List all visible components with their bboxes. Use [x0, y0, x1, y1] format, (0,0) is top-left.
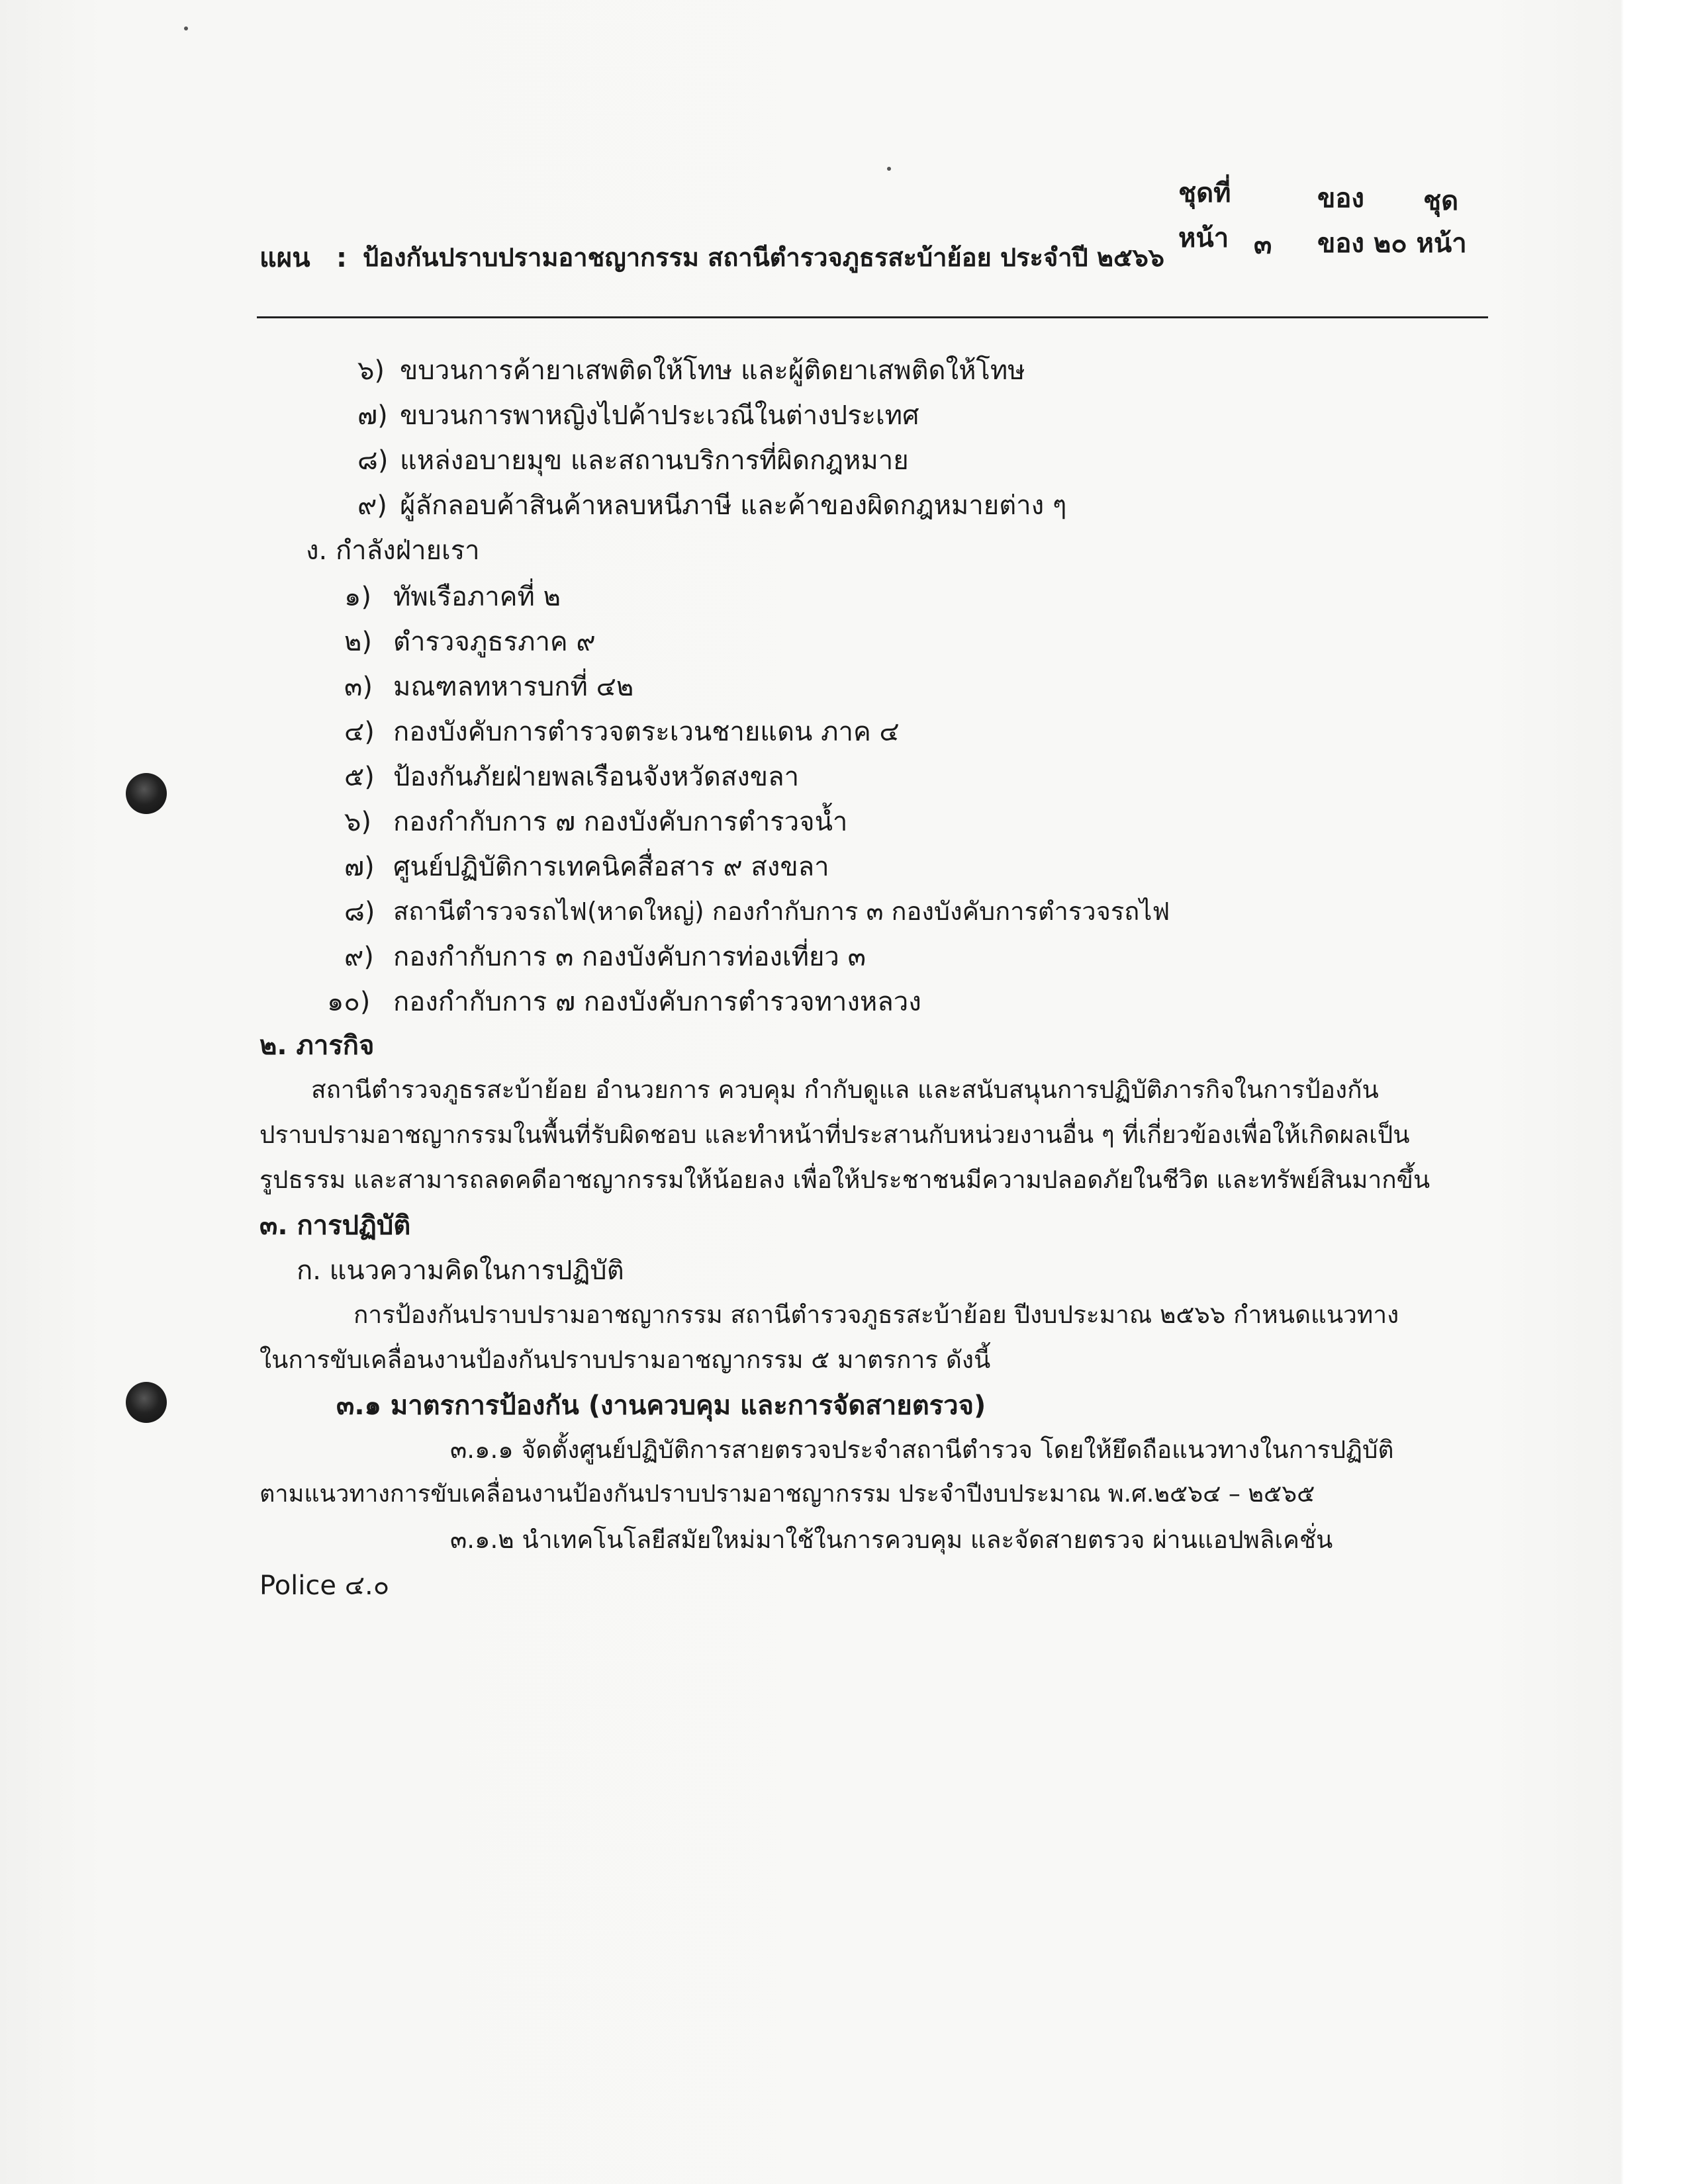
list-number: ๖)	[357, 355, 385, 386]
list-number: ๙)	[344, 942, 374, 972]
plan-label: แผน	[259, 243, 310, 273]
list-number: ๙)	[357, 490, 387, 521]
measure-line: ๓.๑.๒ นำเทคโนโลยีสมัยใหม่มาใช้ในการควบคุม และจัดสายตรวจ ผ่านแอปพลิเคชั่น	[450, 1525, 1333, 1554]
header-page-number: ๓	[1254, 230, 1272, 260]
measure-line: ๓.๑.๑ จัดตั้งศูนย์ปฏิบัติการสายตรวจประจำสถานีตำรวจ โดยให้ยึดถือแนวทางในการปฏิบัติ	[450, 1435, 1394, 1464]
plan-title: ป้องกันปราบปรามอาชญากรรม สถานีตำรวจภูธรสะบ้าย้อย ประจำปี ๒๕๖๖	[363, 243, 1164, 272]
concept-line: การป้องกันปราบปรามอาชญากรรม สถานีตำรวจภูธรสะบ้าย้อย ปีงบประมาณ ๒๕๖๖ กำหนดแนวทาง	[353, 1300, 1399, 1329]
measure-line: ตามแนวทางการขับเคลื่อนงานป้องกันปราบปรามอาชญากรรม ประจำปีงบประมาณ พ.ศ.๒๕๖๔ – ๒๕๖๕	[259, 1480, 1315, 1508]
list-number: ๑๐)	[327, 987, 371, 1017]
list-item: ผู้ลักลอบค้าสินค้าหลบหนีภาษี และค้าของผิดกฎหมายต่าง ๆ	[400, 490, 1067, 521]
list-number: ๕)	[344, 762, 375, 792]
mission-heading: ๒. ภารกิจ	[259, 1030, 375, 1061]
header-set-label: ชุดที่	[1178, 178, 1231, 208]
list-number: ๘)	[344, 897, 375, 927]
header-rule	[257, 316, 1488, 318]
mission-line: ปราบปรามอาชญากรรมในพื้นที่รับผิดชอบ และทำหน้าที่ประสานกับหน่วยงานอื่น ๆ ที่เกี่ยวข้องเพื่อให้เกิดผลเป็น	[259, 1120, 1410, 1149]
list-item: ป้องกันภัยฝ่ายพลเรือนจังหวัดสงขลา	[393, 762, 800, 792]
list-number: ๑)	[344, 582, 371, 612]
list-item: ทัพเรือภาคที่ ๒	[393, 582, 561, 612]
friendly-heading: ง. กำลังฝ่ายเรา	[306, 535, 480, 566]
list-number: ๓)	[344, 672, 373, 702]
scan-speck	[184, 26, 188, 30]
header-of-label: ของ	[1317, 183, 1364, 214]
list-item: แหล่งอบายมุข และสถานบริการที่ผิดกฎหมาย	[400, 445, 909, 476]
scan-speck	[887, 167, 891, 171]
list-number: ๖)	[344, 807, 371, 837]
list-number: ๔)	[344, 717, 375, 747]
list-item: ศูนย์ปฏิบัติการเทคนิคสื่อสาร ๙ สงขลา	[393, 852, 829, 882]
list-item: มณฑลทหารบกที่ ๔๒	[393, 672, 634, 702]
list-number: ๗)	[344, 852, 375, 882]
operations-heading: ๓. การปฏิบัติ	[259, 1210, 411, 1241]
mission-line: สถานีตำรวจภูธรสะบ้าย้อย อำนวยการ ควบคุม กำกับดูแล และสนับสนุนการปฏิบัติภารกิจในการป้องกัน	[311, 1075, 1379, 1104]
concept-heading: ก. แนวความคิดในการปฏิบัติ	[297, 1255, 624, 1286]
list-item: กองกำกับการ ๗ กองบังคับการตำรวจทางหลวง	[393, 987, 921, 1017]
measure-line: Police ๔.๐	[259, 1570, 390, 1601]
list-item: สถานีตำรวจรถไฟ(หาดใหญ่) กองกำกับการ ๓ กองบังคับการตำรวจรถไฟ	[393, 897, 1170, 926]
mission-line: รูปธรรม และสามารถลดคดีอาชญากรรมให้น้อยลง เพื่อให้ประชาชนมีความปลอดภัยในชีวิต และทรัพย์สินมากขึ้น	[259, 1165, 1430, 1194]
punch-hole-bottom	[126, 1382, 167, 1423]
punch-hole-top	[126, 773, 167, 814]
list-item: กองบังคับการตำรวจตระเวนชายแดน ภาค ๔	[393, 717, 900, 747]
list-item: ตำรวจภูธรภาค ๙	[393, 627, 596, 657]
list-number: ๘)	[357, 445, 389, 476]
list-item: ขบวนการค้ายาเสพติดให้โทษ และผู้ติดยาเสพติดให้โทษ	[400, 355, 1025, 386]
list-item: กองกำกับการ ๗ กองบังคับการตำรวจน้ำ	[393, 807, 848, 837]
header-of-pages: ของ ๒๐ หน้า	[1317, 228, 1467, 259]
list-number: ๗)	[357, 400, 388, 431]
plan-colon: :	[336, 243, 347, 273]
header-page-label: หน้า	[1178, 223, 1229, 253]
list-item: ขบวนการพาหญิงไปค้าประเวณีในต่างประเทศ	[400, 400, 919, 431]
list-number: ๒)	[344, 627, 372, 657]
list-item: กองกำกับการ ๓ กองบังคับการท่องเที่ยว ๓	[393, 942, 866, 972]
header-set-unit: ชุด	[1423, 186, 1459, 216]
measure-heading: ๓.๑ มาตรการป้องกัน (งานควบคุม และการจัดสายตรวจ)	[336, 1390, 986, 1421]
concept-line: ในการขับเคลื่อนงานป้องกันปราบปรามอาชญากรรม ๕ มาตรการ ดังนี้	[259, 1345, 991, 1374]
